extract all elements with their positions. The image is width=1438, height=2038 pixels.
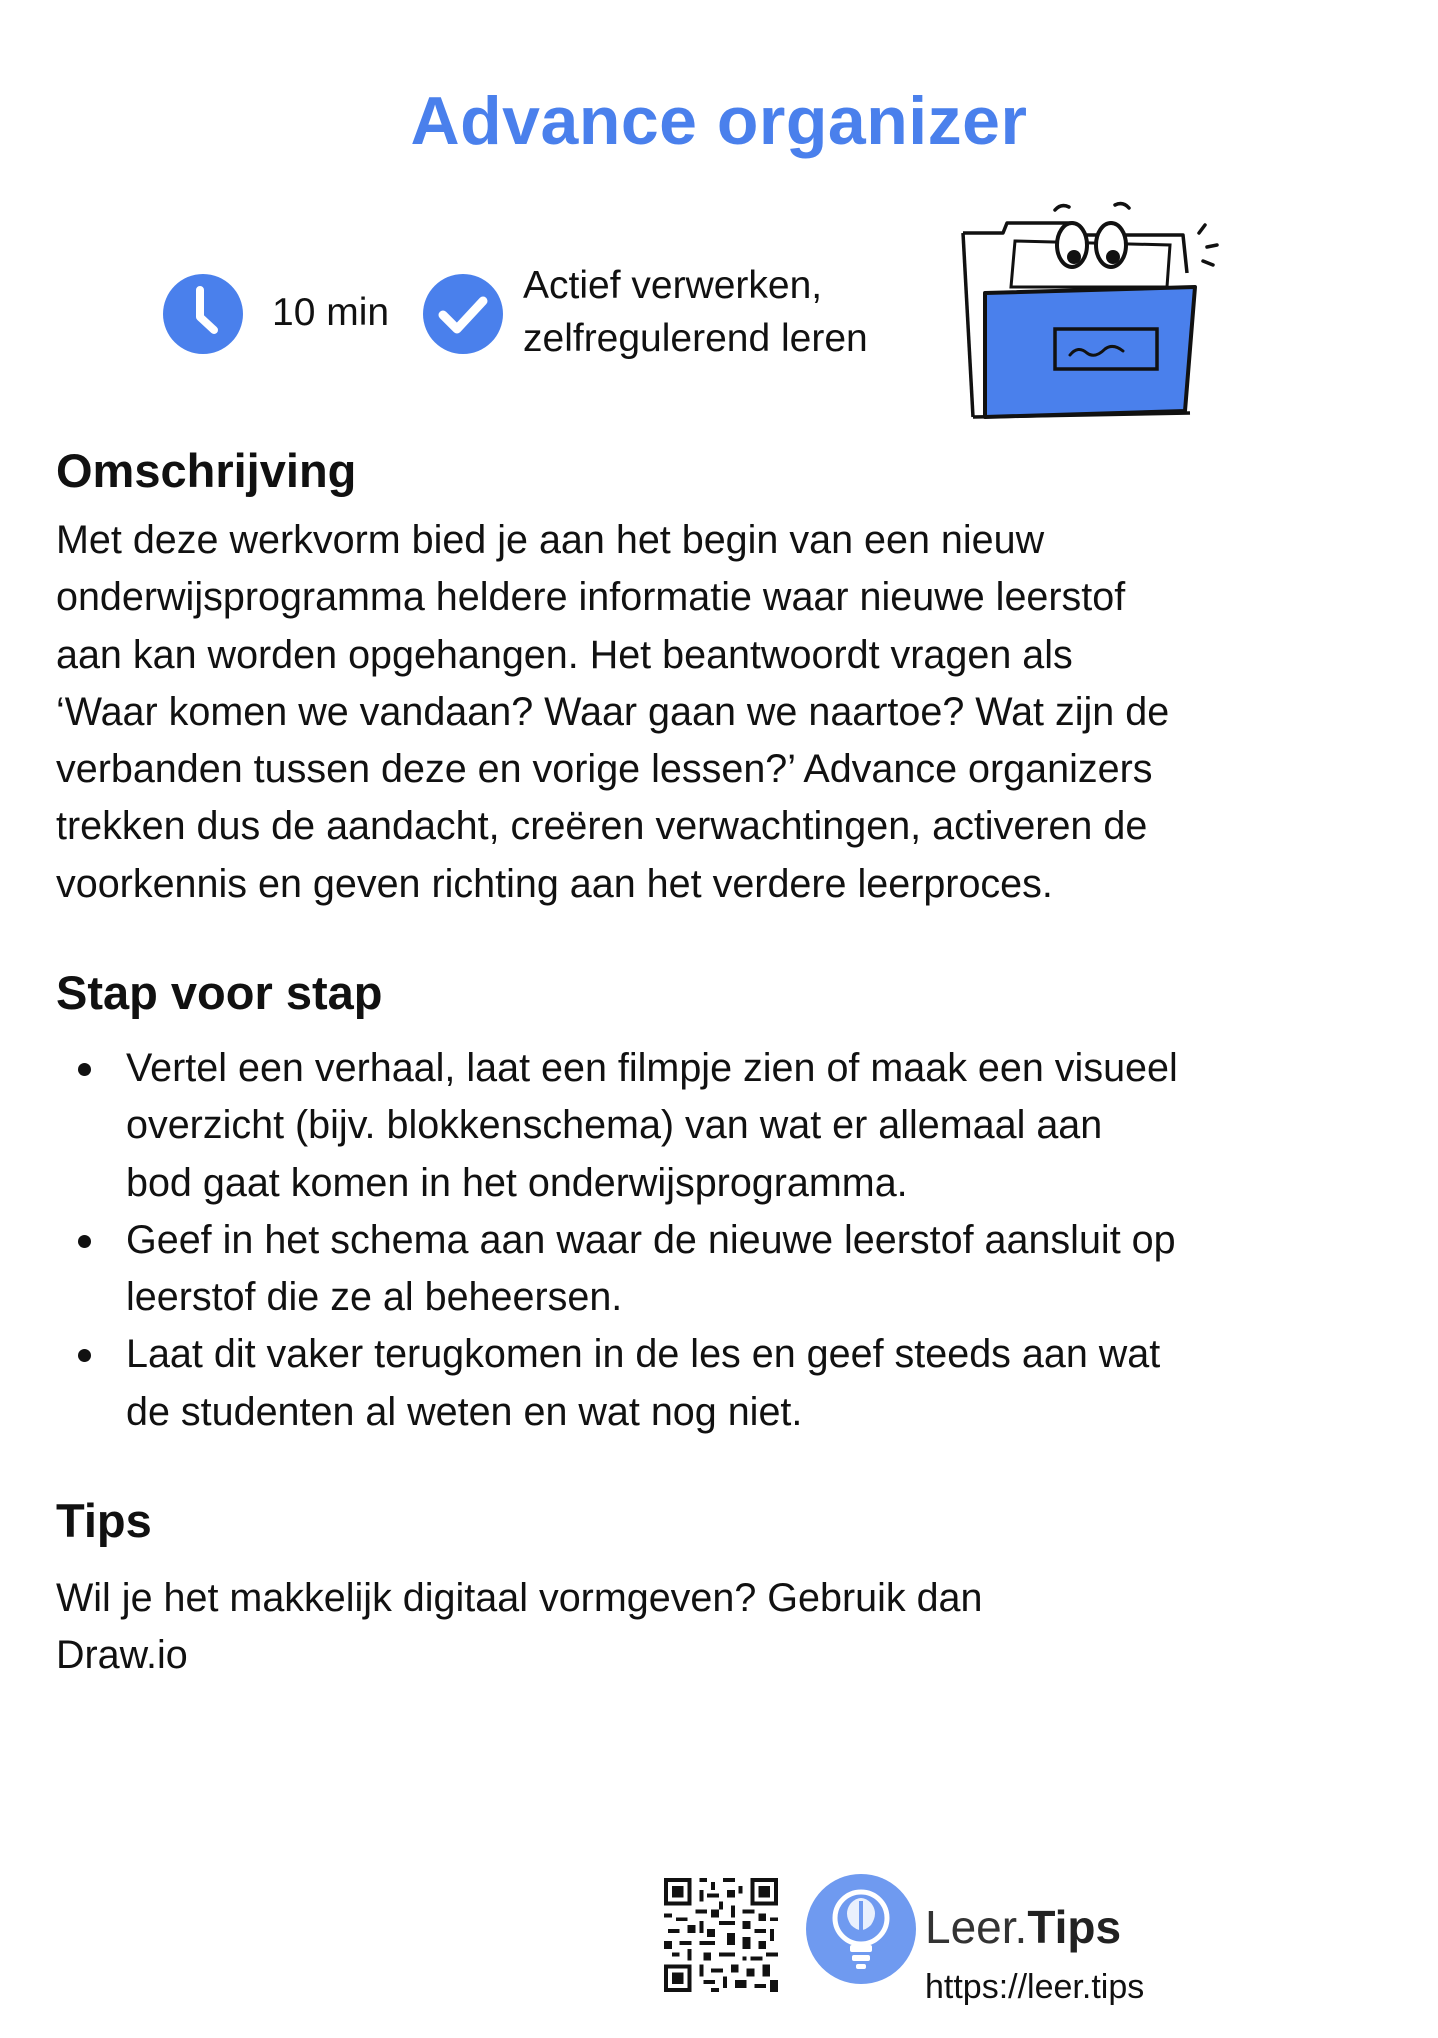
description-paragraph — [56, 512, 1396, 913]
tips-paragraph — [56, 1570, 1396, 1685]
bullet-icon — [78, 1349, 91, 1362]
bullet-icon — [78, 1063, 91, 1076]
goal-line-1: Actief verwerken, — [523, 264, 823, 307]
section-heading-stappen: Stap voor stap — [56, 966, 383, 1019]
tips-link[interactable]: Draw.io — [56, 1633, 188, 1678]
step-line: overzicht (bijv. blokkenschema) van wat er allemaal aan — [126, 1103, 1103, 1148]
goal-text — [523, 259, 868, 365]
bullet-icon — [78, 1235, 91, 1248]
description-line: trekken dus de aandacht, creëren verwachtingen, activeren de — [56, 804, 1148, 849]
description-line: ‘Waar komen we vandaan? Waar gaan we naartoe? Wat zijn de — [56, 689, 1170, 734]
brand-part-1: Leer. — [925, 1901, 1028, 1953]
step-line: de studenten al weten en wat nog niet. — [126, 1389, 803, 1434]
footer-url-link[interactable]: https://leer.tips — [925, 1968, 1145, 2006]
lightbulb-logo-icon — [805, 1873, 917, 1985]
page-title: Advance organizer — [410, 83, 1028, 159]
section-heading-tips: Tips — [56, 1494, 152, 1547]
step-line: Laat dit vaker terugkomen in de les en geef steeds aan wat — [126, 1332, 1161, 1377]
clock-icon — [162, 273, 244, 355]
brand-name — [925, 1900, 1121, 1954]
list-item — [56, 1212, 1396, 1327]
list-item — [56, 1326, 1396, 1441]
step-line: Geef in het schema aan waar de nieuwe leerstof aansluit op — [126, 1217, 1176, 1262]
step-line: leerstof die ze al beheersen. — [126, 1275, 623, 1320]
brand-part-2: Tips — [1027, 1901, 1122, 1953]
qr-code-icon[interactable] — [664, 1878, 778, 1992]
folder-with-eyes-illustration — [945, 195, 1235, 435]
description-line: Met deze werkvorm bied je aan het begin van een nieuw — [56, 518, 1045, 562]
list-item — [56, 1040, 1396, 1212]
description-line: onderwijsprogramma heldere informatie waar nieuwe leerstof — [56, 575, 1126, 620]
section-heading-omschrijving: Omschrijving — [56, 444, 357, 497]
tips-line: Wil je het makkelijk digitaal vormgeven? Gebruik dan — [56, 1576, 983, 1620]
checkmark-icon — [422, 273, 504, 355]
duration-text: 10 min — [272, 291, 390, 334]
goal-line-2: zelfregulerend leren — [523, 317, 868, 360]
step-line: bod gaat komen in het onderwijsprogramma. — [126, 1160, 908, 1205]
step-line: Vertel een verhaal, laat een filmpje zien of maak een visueel — [126, 1046, 1178, 1090]
description-line: voorkennis en geven richting aan het verdere leerproces. — [56, 861, 1053, 906]
steps-list — [56, 1040, 1396, 1441]
description-line: verbanden tussen deze en vorige lessen?’ Advance organizers — [56, 747, 1153, 792]
description-line: aan kan worden opgehangen. Het beantwoordt vragen als — [56, 632, 1073, 677]
